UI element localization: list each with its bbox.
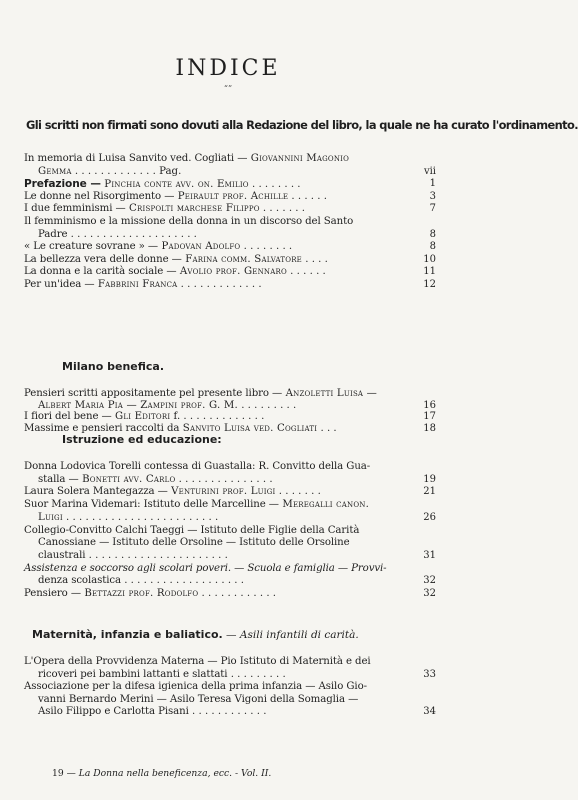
- toc-entry: [24, 474, 436, 486]
- toc-entry-title: Padre: [38, 228, 68, 240]
- toc-page-number: 17: [423, 411, 436, 422]
- toc-page-number: 31: [423, 549, 436, 561]
- toc-entry-title: Donna Lodovica Torelli contessa di Guastalla: R. Convitto della Gua-: [24, 461, 371, 472]
- toc-entry-author: Venturini prof. Luigi: [167, 486, 276, 498]
- toc-entry-title: La bellezza vera delle donne —: [24, 253, 182, 265]
- toc-leader-dots: . . . . . . . . . . . .: [198, 588, 277, 599]
- toc-leader-dots: . . . . . . . . .: [227, 668, 286, 680]
- toc-leader-dots: . . .: [317, 422, 337, 434]
- toc-leader-dots: . . . . . . . .: [240, 241, 293, 253]
- toc-entry-title: In memoria di Luisa Sanvito ved. Cogliati —: [24, 153, 248, 164]
- toc-leader-dots: . . . . . . . . . . . . .: [177, 279, 262, 290]
- page-title: INDICE: [175, 56, 281, 81]
- toc-page-number: 3: [429, 190, 436, 202]
- toc-entry: [24, 216, 436, 228]
- toc-leader-dots: . . . . . . .: [275, 486, 321, 498]
- toc-entry-title: I fiori del bene —: [24, 411, 112, 422]
- toc-entry-title: Asilo Filippo e Carlotta Pisani: [38, 706, 189, 718]
- toc-entry-title: Assistenza e soccorso agli scolari poveri. — Scuola e famiglia — Provvi-: [24, 562, 387, 574]
- toc-entry-author: Avolio prof. Gennaro: [176, 266, 287, 278]
- toc-entry-title: Pensiero —: [24, 588, 81, 599]
- section-heading-maternita: [32, 628, 359, 641]
- toc-entry: [24, 656, 436, 668]
- toc-page-number: 12: [423, 279, 436, 290]
- page-footer: [52, 768, 271, 779]
- toc-leader-dots: . . . . . . . . . . . .: [188, 706, 267, 718]
- toc-entry-title: vanni Bernardo Merini — Asilo Teresa Vigoni della Somaglia —: [38, 693, 359, 705]
- toc-entry-title: Associazione per la difesa igienica della prima infanzia — Asilo Gio-: [24, 681, 367, 693]
- toc-entry: [24, 499, 436, 511]
- toc-entry-title: Le donne nel Risorgimento —: [24, 190, 175, 202]
- toc-page-number: 1: [429, 178, 436, 190]
- toc-page-number: 7: [429, 203, 436, 215]
- toc-entry-author: Crispolti marchese Filippo: [125, 203, 260, 215]
- toc-entry: [24, 153, 436, 165]
- toc-leader-dots: . . . .: [301, 253, 328, 265]
- toc-entry: [24, 166, 436, 178]
- toc-entry-title: Canossiane — Istituto delle Orsoline — Istituto delle Orsoline: [38, 537, 350, 549]
- toc-leader-dots: . . . . . . .: [259, 203, 306, 215]
- toc-page-number: 18: [423, 422, 436, 434]
- toc-entry-author: Bonetti avv. Carlo: [78, 473, 176, 485]
- toc-page-number: 19: [423, 473, 436, 485]
- toc-entry-title: Laura Solera Mantegazza —: [24, 486, 168, 498]
- toc-entry: [24, 537, 436, 549]
- toc-entry: [24, 388, 436, 400]
- toc-entry: [24, 563, 436, 575]
- toc-entry: [24, 461, 436, 473]
- toc-leader-dots: . . . . . . . . . . . . . . . . . . .: [120, 575, 245, 587]
- toc-entry-author: Anzoletti Luisa —: [282, 388, 378, 399]
- section-heading-istruzione: Istruzione ed educazione:: [62, 433, 222, 446]
- toc-entry-title: denza scolastica: [38, 575, 121, 587]
- toc-entry-title: stalla —: [38, 473, 79, 485]
- toc-page-number: vii: [423, 165, 436, 177]
- toc-entry: [24, 254, 436, 266]
- toc-entry-title: La donna e la carità sociale —: [24, 266, 177, 278]
- toc-entry: [24, 229, 436, 241]
- toc-leader-dots: . . . . . . . . . . . . . . .: [175, 473, 273, 485]
- toc-entry-author: Giovannini Magonio: [247, 153, 350, 164]
- toc-leader-dots: . . . . . . . .: [248, 179, 301, 191]
- toc-entry-author: Pinchia conte avv. on. Emilio: [100, 179, 249, 191]
- toc-entry: [24, 669, 436, 681]
- toc-entry: [24, 694, 436, 706]
- toc-entry-author: Albert Maria Pia —: [38, 399, 137, 411]
- toc-leader-dots: . . . . . . . . . . . . . . . . . . . . . . . .: [62, 511, 219, 523]
- toc-page-number: 32: [423, 575, 436, 587]
- toc-page-number: 33: [423, 668, 436, 680]
- toc-leader-dots: . . . . . . . . .: [237, 399, 297, 411]
- toc-entry: [24, 266, 436, 278]
- toc-entry-author: Bettazzi prof. Rodolfo: [80, 588, 199, 599]
- toc-entry-title: claustrali: [38, 549, 86, 561]
- toc-entry: [24, 512, 436, 524]
- toc-entry-author: Sanvito Luisa ved. Cogliati: [179, 422, 318, 434]
- toc-entry-title: Massime e pensieri raccolti da: [24, 422, 180, 434]
- toc-entry: [24, 279, 436, 291]
- toc-entry: [24, 550, 436, 562]
- toc-page-number: 26: [423, 511, 436, 523]
- title-ornament: “”: [223, 84, 233, 93]
- toc-entry-title: I due femminismi —: [24, 203, 126, 215]
- toc-leader-dots: f. . . . . . . . . . . . . .: [170, 411, 265, 422]
- toc-page-number: 16: [423, 399, 436, 411]
- toc-entry-author: Farina comm. Salvatore: [181, 253, 302, 265]
- toc-leader-dots: . . . . . .: [288, 190, 328, 202]
- toc-entry: [24, 411, 436, 423]
- toc-entry: [24, 575, 436, 587]
- toc-entry: [24, 681, 436, 693]
- toc-page-number: 34: [423, 706, 436, 718]
- section-heading-milano: Milano benefica.: [62, 360, 165, 373]
- toc-entry-author: Peirault prof. Achille: [174, 190, 289, 202]
- toc-entry-title: ricoveri pei bambini lattanti e slattati: [38, 668, 228, 680]
- toc-entry-author: Fabbrini Franca: [94, 279, 178, 290]
- toc-entry: [24, 241, 436, 253]
- toc-page-number: 21: [423, 486, 436, 498]
- intro-note: Gli scritti non firmati sono dovuti alla Redazione del libro, la quale ne ha curato l'ordinamento.: [26, 118, 578, 132]
- toc-entry-title: Suor Marina Videmari: Istituto delle Marcelline —: [24, 499, 279, 511]
- section-heading-maternita-bold: Maternità, infanzia e baliatico.: [32, 628, 223, 641]
- toc-entry-title: L'Opera della Provvidenza Materna — Pio Istituto di Maternità e dei: [24, 656, 371, 667]
- toc-page-number: 11: [423, 266, 436, 278]
- toc-page-number: 32: [423, 588, 436, 599]
- toc-entry-title: Il femminismo e la missione della donna in un discorso del Santo: [24, 216, 354, 227]
- toc-entry-title: « Le creature sovrane » —: [24, 241, 159, 253]
- footer-title: La Donna nella beneficenza, ecc. - Vol. II.: [78, 768, 272, 779]
- toc-entry-author: Padovan Adolfo: [158, 241, 241, 253]
- toc-entry: [24, 486, 436, 498]
- toc-entry-author: Luigi: [38, 511, 63, 523]
- toc-page-number: 10: [423, 253, 436, 265]
- toc-page-number: 8: [429, 228, 436, 240]
- toc-entry: [24, 706, 436, 718]
- toc-leader-dots: . . . . . . . . . . . . . Pag.: [71, 165, 182, 177]
- toc-entry-title: Pensieri scritti appositamente pel presente libro —: [24, 388, 283, 399]
- toc-entry-author: Gli Editori: [111, 411, 171, 422]
- toc-entry-title: Collegio-Convitto Calchi Taeggi — Istituto delle Figlie della Carità: [24, 524, 360, 536]
- toc-entry-author: Zampini prof. G. M.: [136, 399, 238, 411]
- toc-leader-dots: . . . . . . . . . . . . . . . . . . . .: [67, 228, 197, 240]
- toc-entry-author: Meregalli canon.: [278, 499, 370, 511]
- toc-entry: [24, 400, 436, 412]
- toc-entry-author: Gemma: [38, 165, 72, 177]
- toc-entry: [24, 178, 436, 191]
- toc-entry: [24, 588, 436, 600]
- toc-page-number: 8: [429, 241, 436, 253]
- toc-entry-title: Per un'idea —: [24, 279, 95, 290]
- section-heading-maternita-italic: — Asili infantili di carità.: [222, 629, 359, 641]
- toc-entry: [24, 525, 436, 537]
- toc-entry: [24, 203, 436, 215]
- toc-entry-title: Prefazione —: [24, 178, 101, 191]
- toc-leader-dots: . . . . . . . . . . . . . . . . . . . . . .: [85, 549, 228, 561]
- toc-entry: [24, 191, 436, 203]
- footer-signature: 19 —: [52, 768, 76, 779]
- toc-leader-dots: . . . . . .: [286, 266, 326, 278]
